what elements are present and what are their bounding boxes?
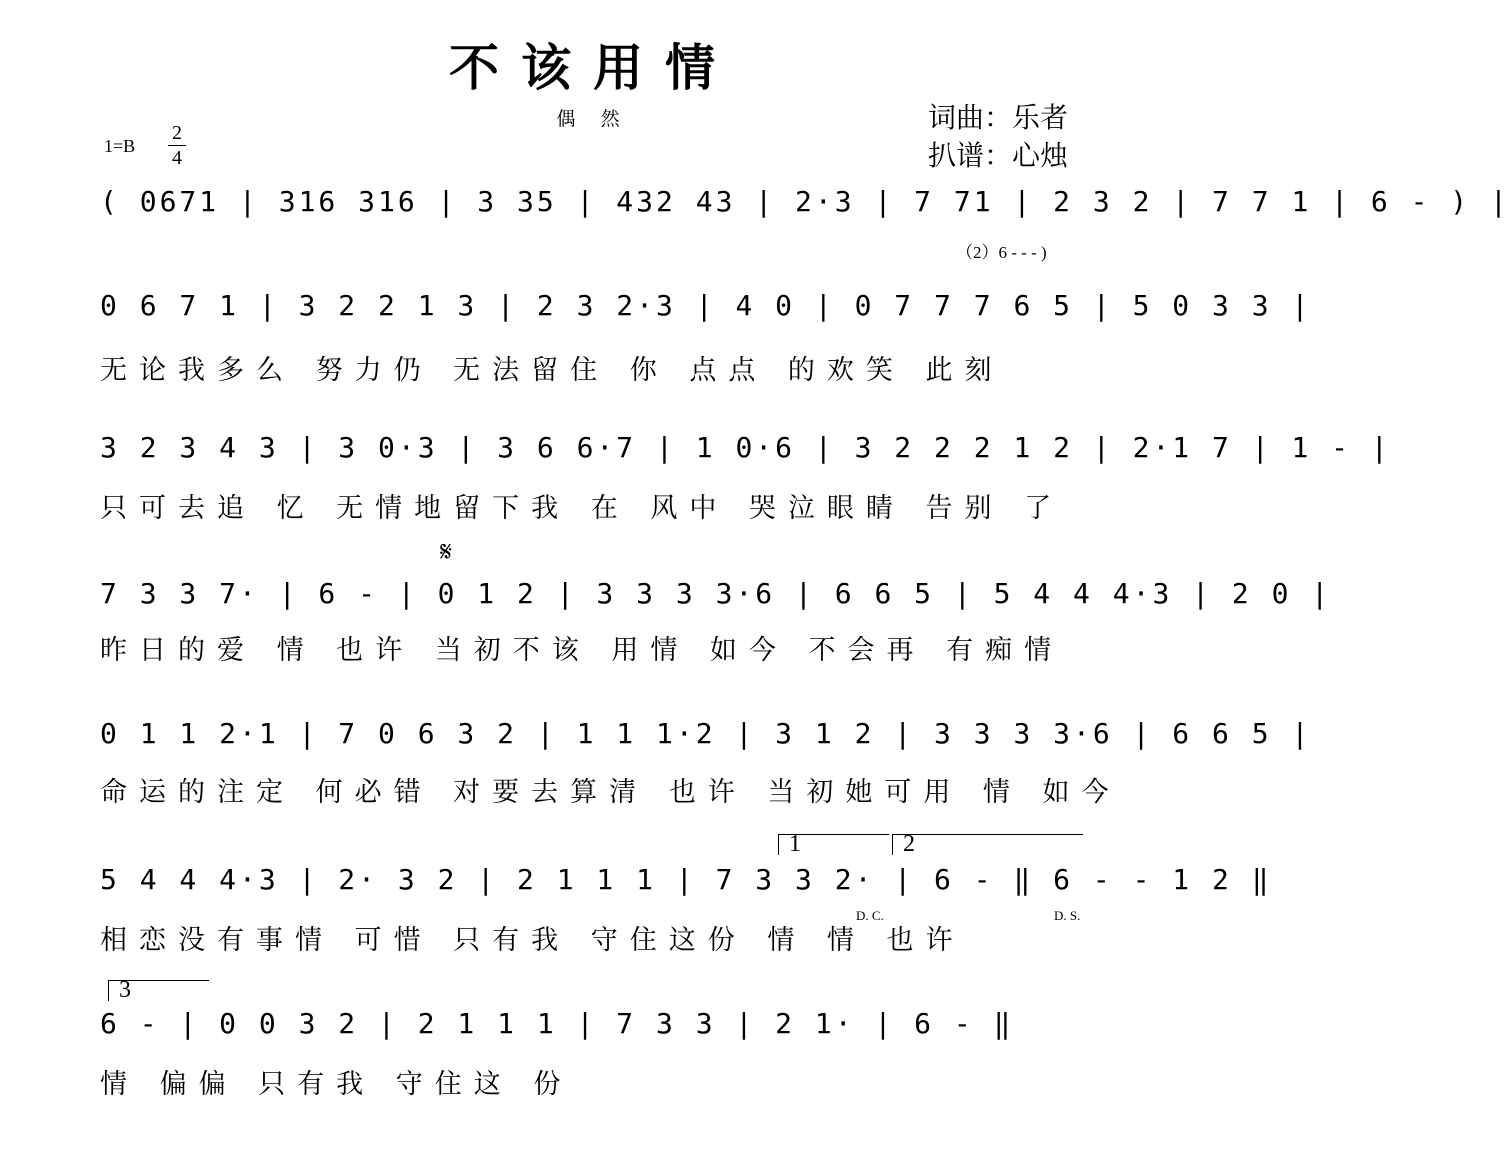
singer-name: 偶 然 — [556, 109, 630, 130]
volta-2: 2 — [892, 834, 1083, 855]
meter-bottom: 4 — [168, 145, 186, 170]
score-row-6 — [100, 860, 1272, 957]
lyrics-line: 命运的注定 何必错 对要去算清 也许 当初她可用 情 如今 — [100, 777, 1121, 808]
lyrics-line: 无论我多么 努力仍 无法留住 你 点点 的欢笑 此刻 — [100, 355, 1004, 386]
score-row-3 — [100, 428, 1391, 525]
notes-line: 5 4 4 4·3 | 2· 3 2 | 2 1 1 1 | 7 3 3 2· | 6 - ‖ 6 - - 1 2 ‖ — [100, 863, 1272, 896]
notes-line: ( 0671 | 316 316 | 3 35 | 432 43 | 2·3 | 7 71 | 2 3 2 | 7 7 1 | 6 - ) | — [100, 185, 1510, 218]
dal-segno-mark: D. S. — [1054, 908, 1081, 923]
notes-line: 3 2 3 4 3 | 3 0·3 | 3 6 6·7 | 1 0·6 | 3 2 2 2 1 2 | 2·1 7 | 1 - | — [100, 431, 1391, 464]
notes-line: 0 1 1 2·1 | 7 0 6 3 2 | 1 1 1·2 | 3 1 2 | 3 3 3 3·6 | 6 6 5 | — [100, 717, 1312, 750]
notes-line: 7 3 3 7· | 6 - | 0 1 2 | 3 3 3 3·6 | 6 6 5 | 5 4 4 4·3 | 2 0 | — [100, 577, 1332, 610]
notes-line: 0 6 7 1 | 3 2 2 1 3 | 2 3 2·3 | 4 0 | 0 7 7 7 6 5 | 5 0 3 3 | — [100, 289, 1312, 322]
da-capo-mark: D. C. — [856, 908, 884, 923]
song-title: 不该用情 — [449, 40, 737, 96]
score-row-1 — [100, 182, 1510, 222]
score-row-5 — [100, 714, 1312, 809]
time-signature — [168, 121, 186, 170]
notes-line: 6 - | 0 0 3 2 | 2 1 1 1 | 7 3 3 | 2 1· | 6 - ‖ — [100, 1007, 1014, 1040]
score-row-7 — [100, 1004, 1090, 1101]
segno-sign: 𝄋 — [440, 535, 453, 568]
lyrics-line: 相恋没有事情 可惜 只有我 守住这份 情 情 也许 — [100, 925, 965, 956]
lyrics-line: 只可去追 忆 无情地留下我 在 风中 哭泣眼睛 告别 了 — [100, 493, 1064, 524]
volta-1: 1 — [778, 834, 889, 855]
lyrics-line: 昨日的爱 情 也许 当初不该 用情 如今 不会再 有痴情 — [100, 635, 1064, 666]
meter-top: 2 — [172, 122, 182, 144]
score-row-4 — [100, 574, 1332, 667]
volta-3: 3 — [108, 980, 209, 1001]
transcriber-credit: 扒谱：心烛 — [928, 139, 1069, 172]
lyrics-line: 情 偏偏 只有我 守住这 份 — [100, 1069, 573, 1100]
alt-ending: （2）6 - - - ) — [956, 243, 1047, 262]
key-signature: 1=B — [104, 136, 136, 156]
score-row-2 — [100, 286, 1312, 387]
lyricist-composer-credit: 词曲：乐者 — [928, 101, 1069, 134]
